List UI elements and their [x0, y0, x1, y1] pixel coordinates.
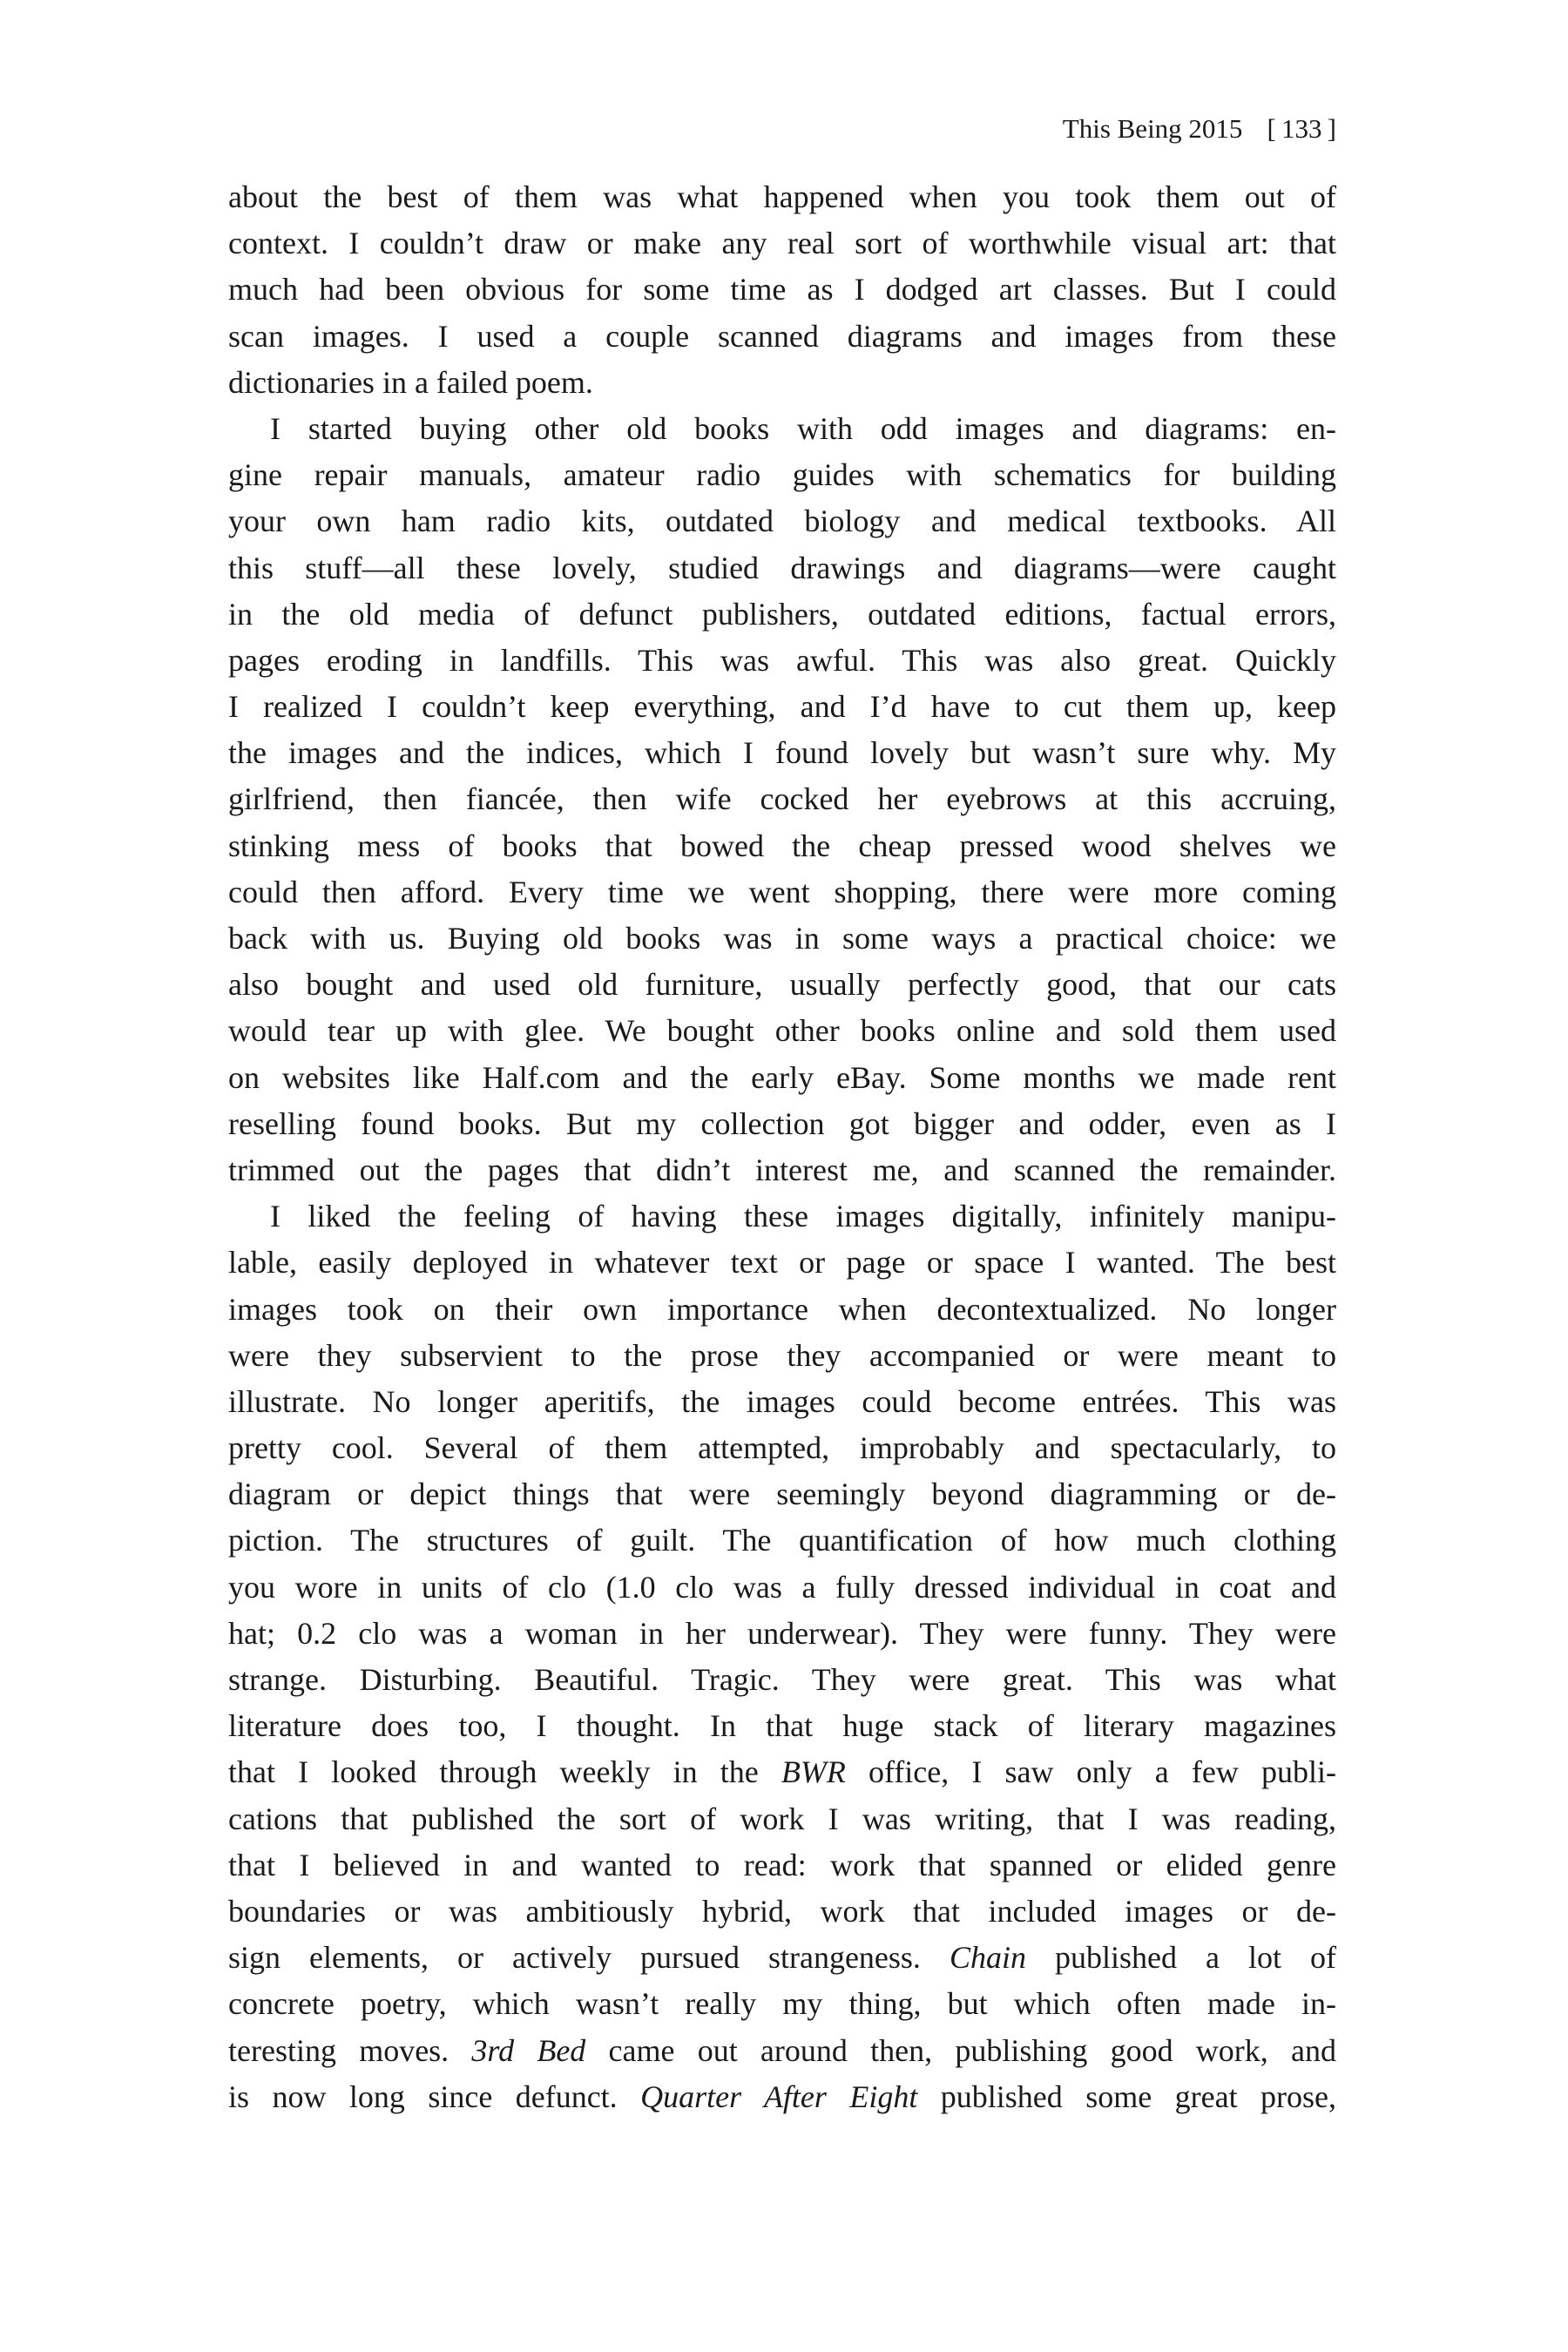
text-run: sign elements, or actively pursued strangeness.	[228, 1940, 950, 1976]
text-run: were they subservient to the prose they accompanied or were meant to	[228, 1337, 1336, 1373]
text-run: trimmed out the pages that didn’t interest me, and scanned the remainder.	[228, 1152, 1336, 1187]
text-run: is now long since defunct.	[228, 2078, 641, 2114]
text-line	[228, 1055, 1336, 1101]
text-run: concrete poetry, which wasn’t really my thing, but which often made in-	[228, 1986, 1336, 2022]
text-run: also bought and used old furniture, usually perfectly good, that our cats	[228, 967, 1336, 1003]
text-line	[228, 1842, 1336, 1889]
italic-title-run: BWR	[781, 1754, 846, 1790]
italic-title-run: Quarter After Eight	[640, 2078, 918, 2114]
text-line	[228, 638, 1336, 684]
text-line	[228, 684, 1336, 730]
text-line	[228, 1008, 1336, 1054]
text-line	[228, 1379, 1336, 1425]
text-line	[228, 452, 1336, 498]
text-run: your own ham radio kits, outdated biology and medical textbooks. All	[228, 504, 1336, 539]
italic-title-run: 3rd Bed	[471, 2032, 586, 2068]
text-run: on websites like Half.com and the early eBay. Some months we made rent	[228, 1059, 1336, 1095]
text-line	[228, 1657, 1336, 1703]
text-run: you wore in units of clo (1.0 clo was a fully dressed individual in coat and	[228, 1569, 1336, 1605]
text-line	[228, 1565, 1336, 1611]
text-line	[228, 545, 1336, 591]
text-run: in the old media of defunct publishers, outdated editions, factual errors,	[228, 596, 1336, 632]
text-line	[228, 1796, 1336, 1842]
text-run: cations that published the sort of work I was writing, that I was reading,	[228, 1801, 1336, 1836]
text-run: pretty cool. Several of them attempted, improbably and spectacularly, to	[228, 1430, 1336, 1466]
text-line	[228, 962, 1336, 1008]
text-line	[228, 1935, 1336, 1981]
text-line	[228, 1193, 1336, 1240]
text-line	[228, 1749, 1336, 1795]
text-line	[228, 1889, 1336, 1935]
text-run: literature does too, I thought. In that huge stack of literary magazines	[228, 1708, 1336, 1744]
text-run: I liked the feeling of having these images digitally, infinitely manipu-	[270, 1199, 1336, 1234]
text-run: context. I couldn’t draw or make any real sort of worthwhile visual art: that	[228, 226, 1336, 261]
text-line	[228, 1147, 1336, 1193]
text-run: gine repair manuals, amateur radio guides with schematics for building	[228, 457, 1336, 493]
text-run: teresting moves.	[228, 2032, 472, 2068]
body-text	[228, 174, 1336, 2120]
text-line	[228, 1333, 1336, 1379]
text-run: piction. The structures of guilt. The quantification of how much clothing	[228, 1523, 1336, 1558]
text-run: strange. Disturbing. Beautiful. Tragic. They were great. This was what	[228, 1662, 1336, 1697]
text-run: girlfriend, then fiancée, then wife cocked her eyebrows at this accruing,	[228, 781, 1336, 817]
text-line	[228, 869, 1336, 916]
text-run: I started buying other old books with odd images and diagrams: en-	[270, 410, 1336, 446]
text-line	[228, 730, 1336, 776]
page-header	[228, 113, 1336, 145]
text-run: this stuff—all these lovely, studied drawings and diagrams—were caught	[228, 550, 1336, 585]
text-run: diagram or depict things that were seemingly beyond diagramming or de-	[228, 1477, 1336, 1512]
text-run: published a lot of	[1025, 1940, 1336, 1976]
text-line	[228, 1101, 1336, 1147]
italic-title-run: Chain	[949, 1940, 1026, 1976]
text-line	[228, 823, 1336, 869]
text-line	[228, 174, 1336, 220]
text-run: could then afford. Every time we went shopping, there were more coming	[228, 874, 1336, 909]
text-run: that I looked through weekly in the	[228, 1754, 781, 1790]
text-run: lable, easily deployed in whatever text or page or space I wanted. The best	[228, 1245, 1336, 1281]
text-line	[228, 2028, 1336, 2074]
text-run: about the best of them was what happened when you took them out of	[228, 179, 1336, 214]
text-run: stinking mess of books that bowed the cheap pressed wood shelves we	[228, 828, 1336, 863]
text-line	[228, 591, 1336, 638]
text-line	[228, 916, 1336, 962]
text-line	[228, 1471, 1336, 1517]
text-run: came out around then, publishing good work, and	[585, 2032, 1336, 2068]
text-line	[228, 1240, 1336, 1286]
text-line	[228, 1425, 1336, 1471]
text-run: scan images. I used a couple scanned diagrams and images from these	[228, 318, 1336, 354]
text-run: pages eroding in landfills. This was awful. This was also great. Quickly	[228, 642, 1336, 678]
text-run: hat; 0.2 clo was a woman in her underwear). They were funny. They were	[228, 1615, 1336, 1651]
text-run: illustrate. No longer aperitifs, the images could become entrées. This was	[228, 1383, 1336, 1419]
text-line	[228, 2074, 1336, 2120]
text-run: that I believed in and wanted to read: work that spanned or elided genre	[228, 1847, 1336, 1882]
text-run: much had been obvious for some time as I dodged art classes. But I could	[228, 272, 1336, 308]
text-run: published some great prose,	[917, 2078, 1336, 2114]
text-line	[228, 406, 1336, 452]
text-line	[228, 1517, 1336, 1564]
text-run: dictionaries in a failed poem.	[228, 364, 593, 400]
text-line	[228, 314, 1336, 360]
text-run: office, I saw only a few publi-	[845, 1754, 1336, 1790]
page-number: [ 133 ]	[1267, 113, 1336, 144]
text-run: back with us. Buying old books was in some ways a practical choice: we	[228, 921, 1336, 956]
text-run: boundaries or was ambitiously hybrid, work that included images or de-	[228, 1893, 1336, 1929]
text-run: I realized I couldn’t keep everything, and I’d have to cut them up, keep	[228, 689, 1336, 725]
text-line	[228, 1287, 1336, 1333]
text-line	[228, 1611, 1336, 1657]
text-line	[228, 776, 1336, 822]
text-run: the images and the indices, which I found lovely but wasn’t sure why. My	[228, 735, 1336, 771]
text-line	[228, 360, 1336, 406]
text-line	[228, 267, 1336, 313]
text-line	[228, 220, 1336, 267]
text-run: images took on their own importance when decontextualized. No longer	[228, 1291, 1336, 1327]
running-head-title: This Being 2015	[1062, 113, 1243, 144]
text-run: would tear up with glee. We bought other books online and sold them used	[228, 1013, 1336, 1049]
text-run: reselling found books. But my collection got bigger and odder, even as I	[228, 1105, 1336, 1141]
text-line	[228, 498, 1336, 544]
text-line	[228, 1981, 1336, 2027]
text-line	[228, 1703, 1336, 1749]
